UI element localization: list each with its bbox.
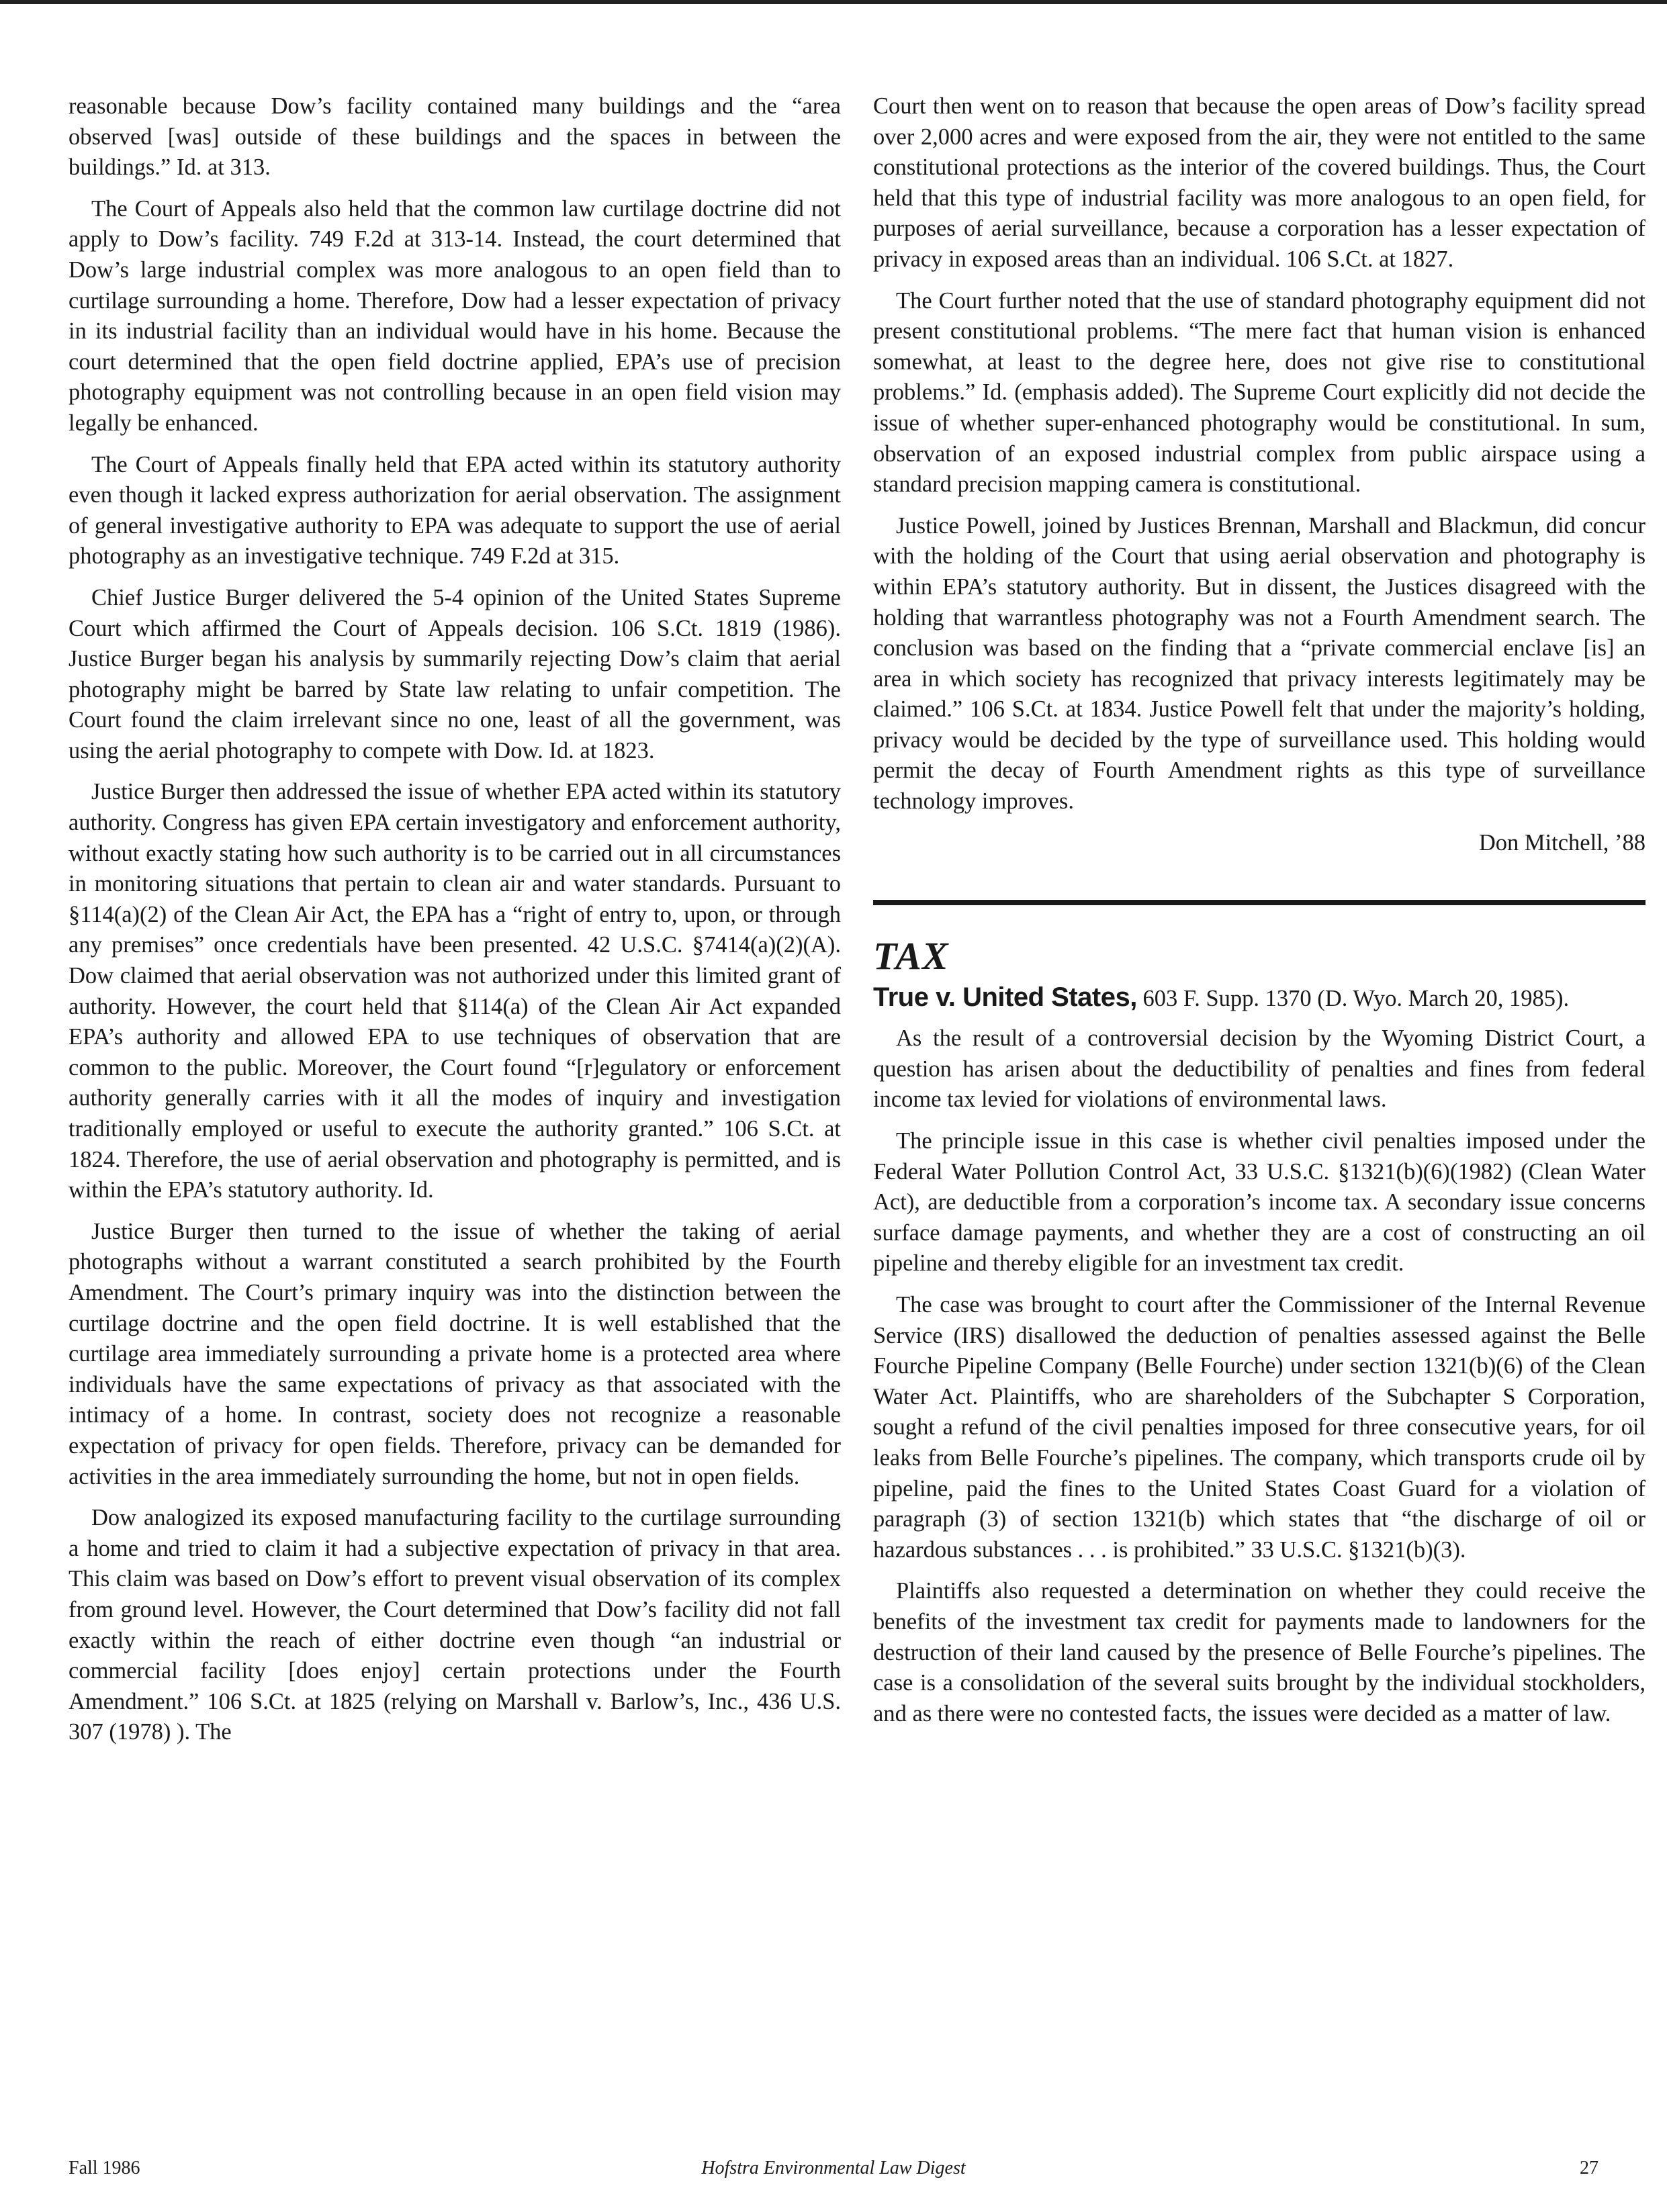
case-citation: 603 F. Supp. 1370 (D. Wyo. March 20, 1985). [1142, 986, 1570, 1012]
paragraph: reasonable because Dow’s facility contained many buildings and the “area observed [was] outside of these buildings and the spaces in between the buildings.” Id. at 313. [69, 93, 841, 181]
section-heading: TAX [873, 934, 949, 978]
paragraph: The Court of Appeals finally held that EPA acted within its statutory authority even though it lacked express authorization for aerial observation. The assignment of general investigative authority to EPA was adequate to support the use of aerial photography as an investigative technique. 749 F.2d at 315. [69, 451, 841, 569]
page-footer [69, 2158, 1598, 2184]
paragraph: Plaintiffs also requested a determination on whether they could receive the benefits of the investment tax credit for payments made to landowners for the destruction of their land caused by the presence of Belle Fourche’s pipelines. The case is a consolidation of the several suits brought by the individual stockholders, and as there were no contested facts, the issues were decided as a matter of law. [873, 1578, 1646, 1726]
paragraph: The principle issue in this case is whether civil penalties imposed under the Federal Water Pollution Control Act, 33 U.S.C. §1321(b)(6)(1982) (Clean Water Act), are deductible from a corporation’s income tax. A secondary issue concerns surface damage payments, and whether they are a cost of constructing an oil pipeline and thereby eligible for an investment tax credit. [873, 1128, 1646, 1277]
footer-journal-title: Hofstra Environmental Law Digest [701, 2158, 966, 2178]
right-column [873, 91, 1646, 1740]
paragraph: Justice Burger then turned to the issue of whether the taking of aerial photographs without a warrant constituted a search prohibited by the Fourth Amendment. The Court’s primary inquiry was into the distinction between the curtilage doctrine and the open field doctrine. It is well established that the curtilage area immediately surrounding a private home is a protected area where individuals have the same expectations of privacy as that associated with the intimacy of a home. In contrast, society does not recognize a reasonable expectation of privacy for open fields. Therefore, privacy can be demanded for activities in the area immediately surrounding the home, but not in open fields. [69, 1218, 841, 1489]
paragraph: Dow analogized its exposed manufacturing facility to the curtilage surrounding a home and tried to claim it had a subjective expectation of privacy in that area. This claim was based on Dow’s effort to prevent visual observation of its complex from ground level. However, the Court determined that Dow’s facility did not fall exactly within the reach of either doctrine even though “an industrial or commercial facility [does enjoy] certain protections under the Fourth Amendment.” 106 S.Ct. at 1825 (relying on Marshall v. Barlow’s, Inc., 436 U.S. 307 (1978) ). The [69, 1505, 841, 1745]
top-border-rule [0, 0, 1667, 4]
author-signature: Don Mitchell, ’88 [1478, 829, 1646, 856]
case-heading [873, 982, 1646, 1014]
paragraph: Justice Powell, joined by Justices Brennan, Marshall and Blackmun, did concur with the holding of the Court that using aerial observation and photography is within EPA’s statutory authority. But in dissent, the Justices disagreed with the holding that warrantless photography was not a Fourth Amendment search. The conclusion was based on the finding that a “private commercial enclave [is] an area in which society has recognized that privacy interests legitimately may be claimed.” 106 S.Ct. at 1834. Justice Powell felt that under the majority’s holding, privacy would be decided by the type of surveillance used. This holding would permit the decay of Fourth Amendment rights as this type of surveillance technology improves. [873, 512, 1646, 815]
paragraph: The Court further noted that the use of standard photography equipment did not present constitutional problems. “The mere fact that human vision is enhanced somewhat, at least to the degree here, does not give rise to constitutional problems.” Id. (emphasis added). The Supreme Court explicitly did not decide the issue of whether super-enhanced photography would be constitutional. In sum, observation of an exposed industrial complex from public airspace using a standard precision mapping camera is constitutional. [873, 287, 1646, 498]
paragraph: The Court of Appeals also held that the common law curtilage doctrine did not apply to Dow’s facility. 749 F.2d at 313-14. Instead, the court determined that Dow’s large industrial complex was more analogous to an open field than to curtilage surrounding a home. Therefore, Dow had a lesser expectation of privacy in its industrial facility than an individual would have in his home. Because the court determined that the open field doctrine applied, EPA’s use of precision photography equipment was not controlling because in an open field vision may legally be enhanced. [69, 195, 841, 436]
case-name: True v. United States, [873, 982, 1137, 1013]
page-number: 27 [1580, 2158, 1598, 2178]
footer-issue: Fall 1986 [69, 2158, 140, 2178]
paragraph: Justice Burger then addressed the issue of whether EPA acted within its statutory authority. Congress has given EPA certain investigatory and enforcement authority, without exactly stating how such authority is to be carried out in all circumstances in monitoring situations that pertain to clean air and water standards. Pursuant to §114(a)(2) of the Clean Air Act, the EPA has a “right of entry to, upon, or through any premises” once credentials have been presented. 42 U.S.C. §7414(a)(2)(A). Dow claimed that aerial observation was not authorized under this limited grant of authority. However, the court held that §114(a) of the Clean Air Act expanded EPA’s authority and allowed EPA to use techniques of observation that are common to the public. Moreover, the Court found “[r]egulatory or enforcement authority generally carries with it all the modes of inquiry and investigation traditionally employed or useful to execute the authority granted.” 106 S.Ct. at 1824. Therefore, the use of aerial observation and photography is permitted, and is within the EPA’s statutory authority. Id. [69, 779, 841, 1203]
paragraph: The case was brought to court after the Commissioner of the Internal Revenue Service (IRS) disallowed the deduction of penalties assessed against the Belle Fourche Pipeline Company (Belle Fourche) under section 1321(b)(6) of the Clean Water Act. Plaintiffs, who are shareholders of the Subchapter S Corporation, sought a refund of the civil penalties imposed for three consecutive years, for oil leaks from Belle Fourche’s pipelines. The company, which transports crude oil by pipeline, paid the fines to the United States Coast Guard for a violation of paragraph (3) of section 1321(b) which states that “the discharge of oil or hazardous substances . . . is prohibited.” 33 U.S.C. §1321(b)(3). [873, 1292, 1646, 1563]
section-divider [873, 900, 1646, 905]
paragraph: Court then went on to reason that because the open areas of Dow’s facility spread over 2,000 acres and were exposed from the air, they were not entitled to the same constitutional protections as the interior of the covered buildings. Thus, the Court held that this type of industrial facility was more analogous to an open field, for purposes of aerial surveillance, because a corporation has a lesser expectation of privacy in exposed areas than an individual. 106 S.Ct. at 1827. [873, 93, 1646, 272]
paragraph: As the result of a controversial decision by the Wyoming District Court, a question has arisen about the deductibility of penalties and fines from federal income tax levied for violations of environmental laws. [873, 1025, 1646, 1113]
left-column [69, 91, 841, 1759]
paragraph: Chief Justice Burger delivered the 5-4 opinion of the United States Supreme Court which affirmed the Court of Appeals decision. 106 S.Ct. 1819 (1986). Justice Burger began his analysis by summarily rejecting Dow’s claim that aerial photography might be barred by State law relating to unfair competition. The Court found the claim irrelevant since no one, least of all the government, was using the aerial photography to compete with Dow. Id. at 1823. [69, 584, 841, 764]
